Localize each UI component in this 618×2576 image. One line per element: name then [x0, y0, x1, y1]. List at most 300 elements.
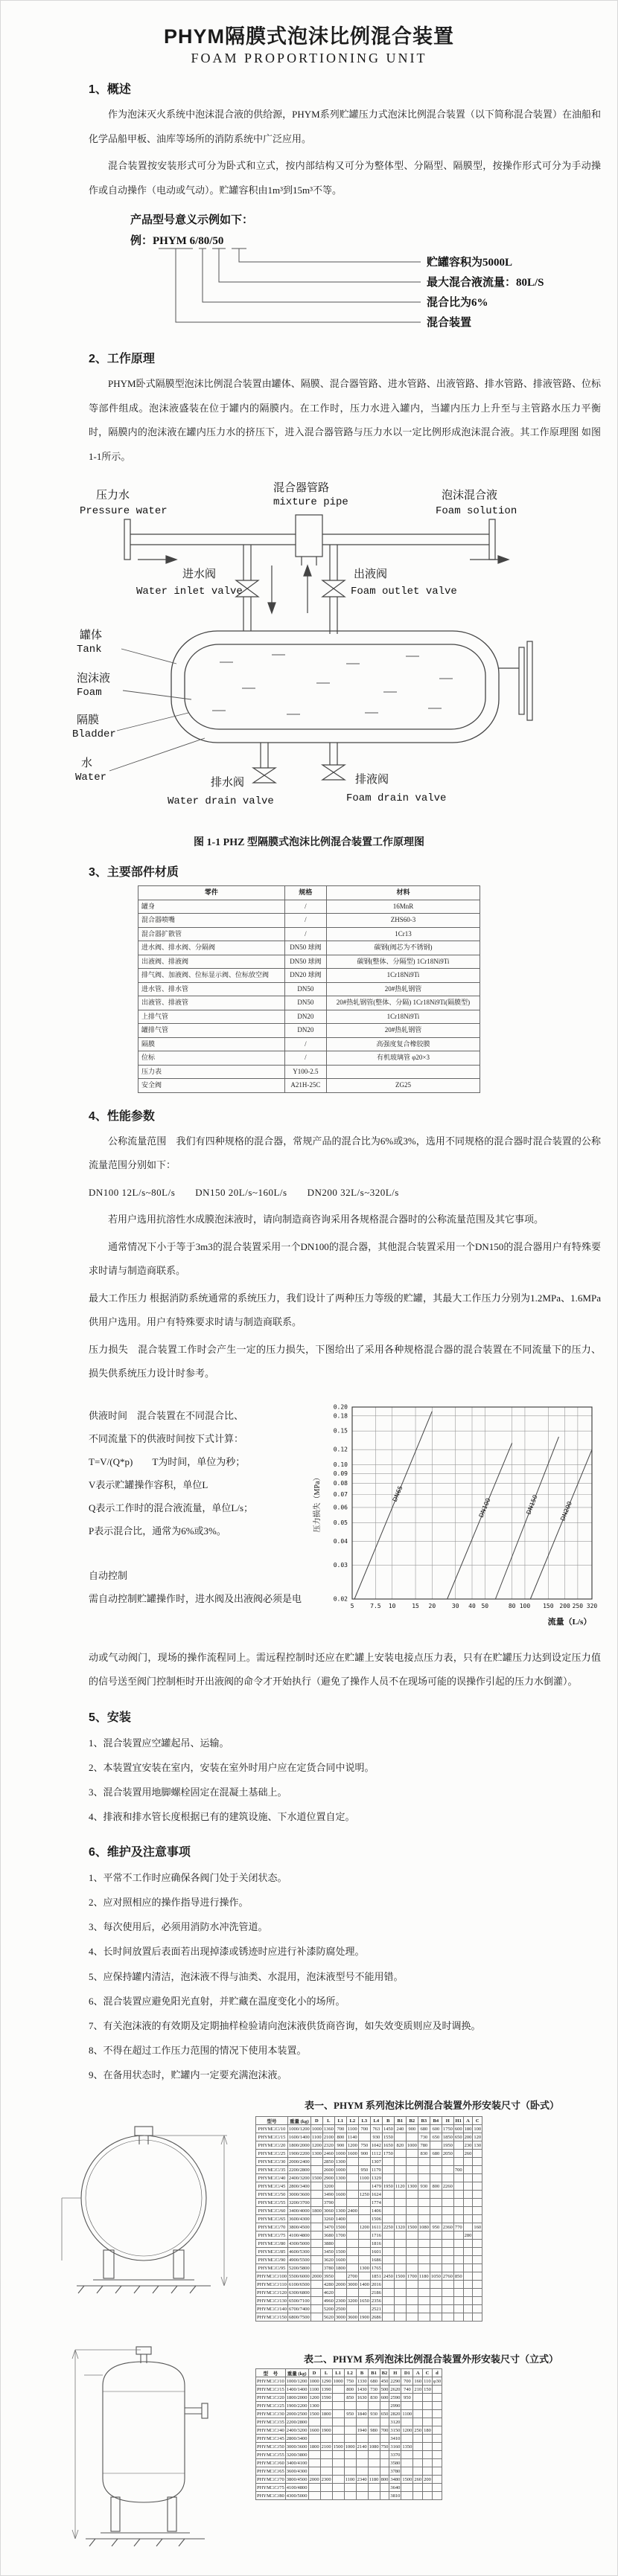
table-cell: 750	[358, 2141, 370, 2150]
table-cell: 2400	[347, 2208, 357, 2214]
table-row	[138, 1051, 480, 1066]
table-cell: 1816	[371, 2240, 381, 2246]
table-cell: 1100	[309, 2386, 319, 2392]
table-cell: 6800/7500	[289, 2314, 310, 2320]
table-row	[256, 2289, 482, 2297]
table-cell	[344, 2435, 356, 2443]
table-cell	[368, 2467, 380, 2476]
list-item: T=V/(Q*p) T为时间，单位为秒；	[89, 1455, 246, 1467]
table-cell	[380, 2484, 389, 2492]
table-cell	[346, 2199, 358, 2207]
table-cell	[310, 2248, 322, 2256]
table-row	[256, 2492, 442, 2500]
table-row	[256, 2313, 482, 2322]
table-cell: PHYM□/□/45	[257, 2435, 284, 2441]
svg-text:100: 100	[519, 1602, 531, 1609]
table-cell	[473, 2199, 482, 2207]
table-cell	[346, 2256, 358, 2264]
table-cell	[401, 2492, 413, 2500]
table-cell: 3800/4500	[286, 2476, 308, 2482]
table-cell	[423, 2467, 433, 2476]
table-cell: PHYM□/□/40	[256, 2174, 288, 2182]
table-cell: 1200	[311, 2142, 322, 2148]
table-cell	[430, 2141, 442, 2150]
table-row	[138, 955, 480, 969]
table-cell: 3880	[323, 2240, 334, 2246]
table-row	[256, 2305, 482, 2313]
table-cell: 600	[430, 2125, 442, 2133]
table-cell: 2300	[335, 2298, 345, 2304]
table-cell	[332, 2459, 344, 2467]
section-4-paragraph-3: 若用户选用抗溶性水成膜泡沫液时，请向制造商咨询采用各规格混合器时的公称流量范围及其它事项。	[108, 1214, 544, 1225]
table-cell: 1350	[402, 2444, 412, 2450]
table-cell: 930	[368, 2410, 380, 2418]
column-header: H1	[453, 2117, 463, 2125]
table-cell: 3160	[390, 2444, 401, 2450]
table-cell	[453, 2305, 463, 2313]
table-cell: 1601	[371, 2249, 381, 2255]
table-cell: 2400/3200	[289, 2175, 310, 2181]
column-header: 规格	[284, 886, 326, 900]
table-cell	[394, 2133, 406, 2141]
table-cell: 1000/1200	[286, 2378, 308, 2384]
table-cell: 2686	[371, 2314, 381, 2320]
table-cell	[430, 2191, 442, 2199]
label-foam-drain-en: Foam drain valve	[346, 792, 447, 804]
table-cell: PHYM□/□/75	[256, 2231, 288, 2240]
table-cell: 2320	[323, 2142, 334, 2148]
svg-text:DN150: DN150	[525, 1493, 539, 1516]
table-cell	[430, 2248, 442, 2256]
table-cell: 1100	[347, 2126, 357, 2132]
table-cell: 3600/4300	[286, 2468, 308, 2474]
column-header: H	[442, 2117, 453, 2125]
table-cell: 2200/2800	[286, 2419, 308, 2425]
table-cell	[430, 2215, 442, 2223]
table-cell: 3950	[323, 2273, 334, 2279]
table-cell: 1080	[369, 2444, 379, 2450]
installation-list	[89, 1731, 601, 1830]
svg-text:150: 150	[543, 1602, 554, 1609]
table-cell	[463, 2264, 473, 2272]
column-header: L	[322, 2117, 334, 2125]
table-cell: 1300	[359, 2265, 369, 2271]
column-header: B3	[418, 2117, 430, 2125]
model-designation-diagram	[101, 207, 607, 336]
svg-text:流量（L/s）: 流量（L/s）	[547, 1617, 592, 1627]
table-cell	[413, 2443, 423, 2451]
table-cell	[406, 2207, 418, 2215]
table-row	[256, 2191, 482, 2199]
table-cell: PHYM□/□/45	[256, 2182, 288, 2191]
table-cell: PHYM□/□/80	[256, 2240, 288, 2248]
table-cell	[423, 2484, 433, 2492]
table-cell	[463, 2158, 473, 2166]
table-cell	[413, 2484, 423, 2492]
table-cell: 1686	[371, 2257, 381, 2263]
table-cell: 1180	[369, 2476, 379, 2482]
table-cell: 1500	[333, 2444, 343, 2450]
table-cell: 2000/2500	[286, 2411, 308, 2417]
table-cell: 进水管、排水管	[138, 982, 285, 996]
table-cell	[406, 2281, 418, 2289]
table-cell	[346, 2223, 358, 2231]
table-cell: 730	[368, 2386, 380, 2394]
table-cell: 3810	[390, 2493, 401, 2499]
section-6-heading: 6、维护及注意事项	[89, 1846, 191, 1859]
table-cell: 3470	[323, 2224, 334, 2230]
table-cell	[418, 2158, 430, 2166]
level-gauge	[499, 641, 532, 720]
table-row	[256, 2467, 442, 2476]
table-row	[256, 2166, 482, 2174]
table-cell: 1400	[359, 2281, 369, 2287]
table-cell	[418, 2166, 430, 2174]
table-cell: PHYM□/□/20	[257, 2394, 284, 2400]
column-header: L4	[370, 2117, 382, 2125]
table-cell	[418, 2313, 430, 2322]
table-cell	[320, 2418, 332, 2426]
table-cell: 3480	[390, 2476, 401, 2482]
svg-text:7.5: 7.5	[370, 1602, 381, 1609]
table-2-section	[32, 2341, 607, 2553]
table-cell	[453, 2248, 463, 2256]
svg-text:0.12: 0.12	[333, 1446, 348, 1453]
table-cell	[430, 2281, 442, 2289]
svg-text:0.04: 0.04	[333, 1537, 348, 1545]
table-cell	[442, 2231, 453, 2240]
table-cell	[401, 2467, 413, 2476]
table-row	[138, 982, 480, 996]
table-cell: 1000	[345, 2444, 355, 2450]
table-cell: 280	[464, 2232, 472, 2238]
table-cell: PHYM□/□/10	[257, 2378, 284, 2384]
table-cell	[463, 2215, 473, 2223]
table-cell: 2460	[323, 2150, 334, 2156]
table-cell	[463, 2305, 473, 2313]
table-cell: 1290	[321, 2378, 331, 2384]
table-cell: PHYM□/□/65	[256, 2215, 288, 2223]
table-cell	[432, 2451, 442, 2459]
table-cell	[406, 2191, 418, 2199]
table-cell	[332, 2484, 344, 2492]
table-cell: 800	[344, 2386, 356, 2394]
table-row	[256, 2256, 482, 2264]
supply-time-lines	[89, 1404, 309, 1543]
table-cell	[380, 2418, 389, 2426]
label-bladder-cn: 隔膜	[77, 714, 100, 726]
table-cell	[310, 2297, 322, 2305]
table-cell: 830	[418, 2150, 430, 2158]
table-cell: 2521	[371, 2306, 381, 2312]
table-cell	[463, 2240, 473, 2248]
table-cell	[463, 2281, 473, 2289]
table-cell: 1307	[371, 2159, 381, 2165]
table-cell	[356, 2418, 368, 2426]
column-header: D	[308, 2369, 320, 2377]
table-cell: 碳钢(整体、分隔型) 1Cr18Ni9Ti	[326, 955, 480, 969]
table-cell: 3620	[323, 2257, 334, 2263]
table-cell: 3800/4500	[289, 2224, 310, 2230]
svg-text:压力损失（MPa）: 压力损失（MPa）	[313, 1473, 322, 1532]
table-cell	[344, 2467, 356, 2476]
table-cell: 进水阀、排水阀、分隔阀	[138, 941, 285, 955]
table-cell: 2600	[323, 2167, 334, 2173]
table-cell: 3200	[323, 2183, 334, 2189]
table-cell	[380, 2402, 389, 2410]
table-cell: 3600/4300	[289, 2216, 310, 2222]
table-cell	[346, 2174, 358, 2182]
table-cell	[418, 2297, 430, 2305]
table-cell	[308, 2459, 320, 2467]
table-cell: 1650	[359, 2298, 369, 2304]
table-cell: 2000/2400	[289, 2159, 310, 2165]
list-item: 1、平常不工作时应确保各阀门处于关闭状态。	[89, 1872, 287, 1884]
table-cell	[356, 2402, 368, 2410]
table-cell: 1700	[335, 2232, 345, 2238]
table-cell	[463, 2191, 473, 2199]
table-cell: 1500	[335, 2224, 345, 2230]
table-cell	[418, 2207, 430, 2215]
header-row	[256, 2369, 442, 2377]
label-foam-drain-cn: 排液阀	[355, 774, 389, 786]
working-principle-diagram	[11, 476, 607, 830]
section-1-paragraph-2: 混合装置按安装形式可分为卧式和立式，按内部结构又可分为整体型、分隔型、隔膜型，按操作形式可分为手动操作或自动操作（电动或气动）。贮罐容积由1m³到15m³不等。	[89, 160, 601, 196]
table-cell: 800	[430, 2182, 442, 2191]
table-cell: PHYM□/□/95	[256, 2264, 288, 2272]
list-item: 4、排液和排水管长度根据已有的建筑设施、下水道位置自定。	[89, 1810, 355, 1822]
table-cell: 1000	[309, 2378, 319, 2384]
table-cell	[308, 2451, 320, 2459]
table-cell: DN50	[284, 996, 326, 1010]
table-cell	[368, 2492, 380, 2500]
table-row	[256, 2377, 442, 2386]
table-row	[138, 996, 480, 1010]
table-cell	[356, 2459, 368, 2467]
table-cell: 2016	[371, 2281, 381, 2287]
working-principle-svg	[34, 476, 584, 826]
table-row	[256, 2141, 482, 2150]
table-cell	[453, 2240, 463, 2248]
table-cell	[423, 2459, 433, 2467]
table-cell: 930	[418, 2182, 430, 2191]
list-item: 不同流量下的供液时间按下式计算：	[89, 1432, 244, 1444]
table-cell: 1940	[357, 2427, 367, 2433]
table-cell: 1Cr18Ni9Ti	[326, 969, 480, 983]
table-cell: PHYM□/□/60	[256, 2207, 288, 2215]
table-cell: 1590	[321, 2394, 331, 2400]
section-4-heading: 4、性能参数	[89, 1109, 155, 1123]
table-cell	[418, 2248, 430, 2256]
table-cell	[413, 2459, 423, 2467]
svg-text:0.20: 0.20	[333, 1403, 348, 1410]
table-cell: 1950	[442, 2142, 453, 2148]
list-item: 5、应保持罐内清洁，泡沫液不得与油类、水混用，泡沫液型号不能用错。	[89, 1970, 404, 1982]
table-cell	[320, 2492, 332, 2500]
table-cell: 3000	[335, 2314, 345, 2320]
table-cell	[358, 2231, 370, 2240]
table-cell	[442, 2158, 453, 2166]
table-cell	[463, 2313, 473, 2322]
table-cell	[401, 2402, 413, 2410]
page-title: PHYM隔膜式泡沫比例混合装置	[163, 25, 454, 48]
table-cell	[442, 2281, 453, 2289]
table-cell: PHYM□/□/10	[256, 2125, 288, 2133]
table-cell: 1200	[309, 2394, 319, 2400]
table-cell	[382, 2289, 394, 2297]
table-cell	[382, 2166, 394, 2174]
table-cell	[346, 2166, 358, 2174]
table-cell: PHYM□/□/30	[257, 2411, 284, 2417]
table-cell	[473, 2264, 482, 2272]
table-cell: 3200/3700	[289, 2199, 310, 2205]
table-cell	[423, 2492, 433, 2500]
table-cell: 1800	[335, 2265, 345, 2271]
table-cell	[368, 2402, 380, 2410]
table-cell	[430, 2199, 442, 2207]
table-cell	[308, 2492, 320, 2500]
table-cell	[463, 2182, 473, 2191]
table-cell: 1900	[321, 2427, 331, 2433]
table-cell	[344, 2426, 356, 2435]
table-cell: 1329	[371, 2175, 381, 2181]
label-water-en: Water	[75, 772, 107, 784]
table-cell: 900	[406, 2125, 418, 2133]
table-cell: 1100	[345, 2476, 355, 2482]
list-item: 4、长时间放置后表面若出现掉漆或锈迹时应进行补漆防腐处理。	[89, 1946, 365, 1958]
table-cell: 3580	[390, 2460, 401, 2466]
table-cell: 1050	[430, 2273, 441, 2279]
table-cell: 1112	[372, 2150, 381, 2156]
table-row	[138, 914, 480, 928]
table-cell: 1179	[371, 2167, 381, 2173]
table-cell: PHYM□/□/150	[257, 2314, 287, 2320]
auto-control-continuation: 动或气动阀门，现场的操作流程同上。需远程控制时还应在贮罐上安装电接点压力表，只有在贮罐压力达到设定压力值的信号送至阀门控制柜时开出液阀的命令才开始执行（避免了操作人员不在现场可能的误操作引起的压力水倒灌）。	[89, 1651, 601, 1687]
table-cell: 1200	[347, 2142, 357, 2148]
table-cell	[463, 2174, 473, 2182]
table-cell: 2100	[323, 2134, 334, 2140]
table-cell	[380, 2467, 389, 2476]
svg-text:0.06: 0.06	[333, 1503, 348, 1510]
column-header: B4	[430, 2117, 442, 2125]
section-1-heading: 1、概述	[89, 83, 131, 96]
table-cell: PHYM□/□/85	[256, 2248, 288, 2256]
list-item: 8、不得在超过工作压力范围的情况下使用本装置。	[89, 2045, 307, 2057]
column-header: 型 号	[256, 2369, 286, 2377]
table-cell	[430, 2289, 442, 2297]
table-cell	[394, 2174, 406, 2182]
table-cell	[394, 2166, 406, 2174]
table-cell: 600	[454, 2126, 462, 2132]
table-cell	[394, 2313, 406, 2322]
table-cell: PHYM□/□/90	[256, 2256, 288, 2264]
svg-text:200: 200	[559, 1602, 570, 1609]
table-cell	[344, 2418, 356, 2426]
table-cell: 240	[394, 2125, 406, 2133]
column-header: 重量 (kg)	[285, 2369, 308, 2377]
table-cell: 650	[454, 2134, 462, 2140]
table-cell: 700	[454, 2167, 462, 2173]
table-row	[256, 2451, 442, 2459]
table-cell: 混合器扩散管	[138, 927, 285, 941]
table-cell: 4100/4800	[289, 2232, 310, 2238]
table-cell	[394, 2305, 406, 2313]
table-cell	[344, 2492, 356, 2500]
tank-outline	[171, 631, 499, 743]
table-cell	[430, 2305, 442, 2313]
table-cell: 2850	[323, 2159, 334, 2165]
section-2-heading: 2、工作原理	[89, 353, 155, 365]
table-cell: 1Cr13	[326, 927, 480, 941]
table-cell: 650	[380, 2411, 389, 2417]
table-cell: 1500	[395, 2273, 405, 2279]
table-cell	[418, 2174, 430, 2182]
table-cell: 3000/3600	[286, 2444, 308, 2450]
table-row	[256, 2158, 482, 2166]
table-cell	[382, 2313, 394, 2322]
table-cell: 1774	[371, 2199, 381, 2205]
label-water-drain-en: Water drain valve	[168, 795, 274, 807]
table-cell: PHYM□/□/15	[256, 2133, 288, 2141]
table-cell: 950	[430, 2223, 442, 2231]
drain-pipes	[253, 743, 345, 783]
table-cell	[310, 2256, 322, 2264]
table-cell	[418, 2199, 430, 2207]
table-cell	[310, 2199, 322, 2207]
table-cell: 1100	[359, 2175, 369, 2181]
table-cell: 1900/2200	[286, 2403, 308, 2409]
table-cell: 800	[380, 2476, 389, 2482]
header-row	[256, 2117, 482, 2125]
table-cell	[344, 2459, 356, 2467]
table-cell: 上排气管	[138, 1010, 285, 1024]
table-row	[256, 2272, 482, 2281]
table-cell	[310, 2305, 322, 2313]
label-mixture-pipe-cn: 混合器管路	[273, 482, 330, 494]
spacer	[89, 1543, 309, 1564]
table-cell	[413, 2435, 423, 2443]
table-cell: PHYM□/□/120	[257, 2290, 287, 2295]
table-cell	[473, 2248, 482, 2256]
table-cell: 20#热轧钢管	[326, 982, 480, 996]
table-cell: 1000/1200	[289, 2126, 310, 2132]
svg-text:0.02: 0.02	[333, 1595, 348, 1602]
table-cell: 1360	[323, 2126, 334, 2132]
liquid-dashes	[212, 655, 453, 714]
column-header: D	[310, 2117, 322, 2125]
table-cell: 出液阀、排液阀	[138, 955, 285, 969]
table-cell: PHYM□/□/130	[257, 2298, 287, 2304]
table-cell	[394, 2248, 406, 2256]
table-cell	[310, 2215, 322, 2223]
svg-text:80: 80	[508, 1602, 516, 1609]
table-cell: 1406	[371, 2208, 381, 2214]
table-cell	[418, 2231, 430, 2240]
table-cell: Y100-2.5	[284, 1065, 326, 1079]
table-cell: 1300	[335, 2208, 345, 2214]
table-cell	[326, 1065, 480, 1079]
table-row	[138, 1037, 480, 1051]
table-row	[256, 2426, 442, 2435]
table-cell: 4600/5300	[289, 2249, 310, 2255]
svg-text:0.10: 0.10	[333, 1461, 348, 1468]
svg-text:40: 40	[468, 1602, 476, 1609]
table-cell: 180	[424, 2427, 431, 2433]
table-cell: 6100/6500	[289, 2281, 310, 2287]
table-cell	[473, 2174, 482, 2182]
column-header: 重量 (kg)	[288, 2117, 311, 2125]
table-cell: 4100/4800	[286, 2484, 308, 2490]
